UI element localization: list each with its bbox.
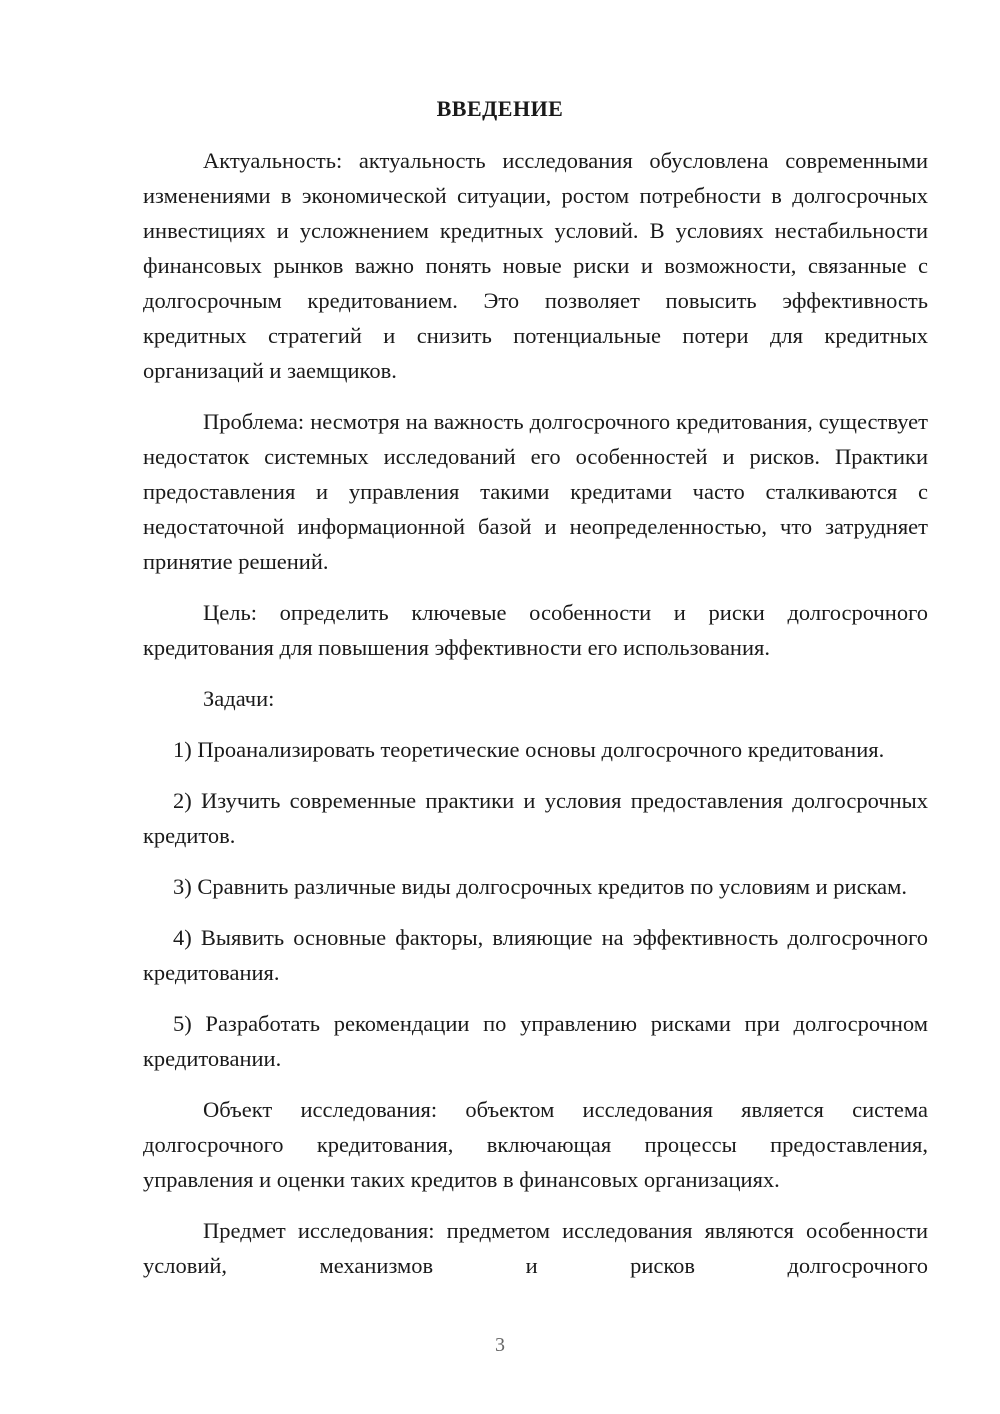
task-item-5: 5) Разработать рекомендации по управлению рисками при долгосрочном кредитовании. xyxy=(143,1011,928,1071)
paragraph-subject: Предмет исследования: предметом исследования являются особенности условий, механизмов и рисков долгосрочного xyxy=(143,1218,928,1278)
paragraph-goal: Цель: определить ключевые особенности и риски долгосрочного кредитования для повышения эффективности его использования. xyxy=(143,600,928,660)
paragraph-relevance: Актуальность: актуальность исследования обусловлена современными изменениями в экономической ситуации, ростом потребности в долгосрочных инвестициях и усложнением кредитных условий. В условиях нестабильности финансовых рынков важно понять новые риски и возможности, связанные с долгосрочным кредитованием. Это позволяет повысить эффективность кредитных стратегий и снизить потенциальные потери для кредитных организаций и заемщиков. xyxy=(143,148,928,383)
paragraph-object: Объект исследования: объектом исследования является система долгосрочного кредитования, включающая процессы предоставления, управления и оценки таких кредитов в финансовых организациях. xyxy=(143,1097,928,1192)
page-number: 3 xyxy=(495,1334,505,1356)
task-item-4: 4) Выявить основные факторы, влияющие на эффективность долгосрочного кредитования. xyxy=(143,925,928,985)
paragraph-problem: Проблема: несмотря на важность долгосрочного кредитования, существует недостаток системных исследований его особенностей и рисков. Практики предоставления и управления такими кредитами часто сталкиваются с недостаточной информационной базой и неопределенностью, что затрудняет принятие решений. xyxy=(143,409,928,574)
paragraph-tasks-heading: Задачи: xyxy=(203,686,275,711)
task-item-2: 2) Изучить современные практики и условия предоставления долгосрочных кредитов. xyxy=(143,788,928,848)
document-body xyxy=(143,143,928,1299)
page-title: ВВЕДЕНИЕ xyxy=(436,96,564,121)
task-item-1: 1) Проанализировать теоретические основы долгосрочного кредитования. xyxy=(173,737,885,762)
task-item-3: 3) Сравнить различные виды долгосрочных кредитов по условиям и рискам. xyxy=(173,874,908,899)
